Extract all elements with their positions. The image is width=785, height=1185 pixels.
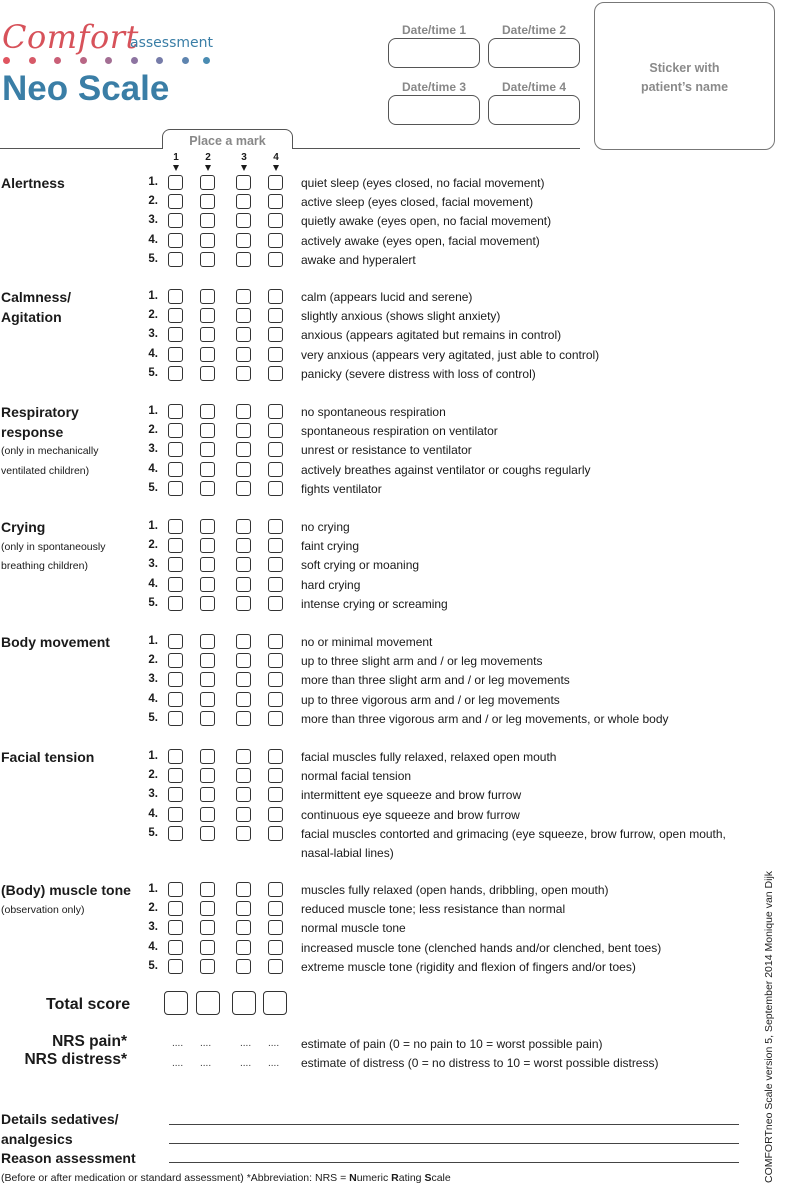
item-description: normal facial tension xyxy=(301,769,412,784)
footnote-s: S xyxy=(424,1172,432,1184)
item-description: very anxious (appears very agitated, just able to control) xyxy=(301,347,600,362)
nrs-distress-value-2[interactable]: .... xyxy=(200,1058,212,1069)
checkbox-crying-4-col-4[interactable] xyxy=(268,577,283,592)
checkbox-respiratory-response-2-col-2[interactable] xyxy=(200,423,215,438)
checkbox-calmness-agitation-2-col-3[interactable] xyxy=(236,308,251,323)
footnote-r: R xyxy=(391,1172,399,1184)
details-sedatives-label-line2: analgesics xyxy=(1,1131,73,1147)
total-score-box-1[interactable] xyxy=(164,991,188,1015)
checkbox-alertness-2-col-2[interactable] xyxy=(200,194,215,209)
checkbox-alertness-2-col-4[interactable] xyxy=(268,194,283,209)
checkbox-alertness-4-col-4[interactable] xyxy=(268,233,283,248)
date-time-1-field[interactable] xyxy=(388,38,480,68)
checkbox-body-muscle-tone-3-col-2[interactable] xyxy=(200,920,215,935)
checkbox-alertness-1-col-3[interactable] xyxy=(236,175,251,190)
category-note: breathing children) xyxy=(1,560,88,572)
category-title-respiratory-response: Respiratory xyxy=(1,404,79,420)
checkbox-crying-1-col-3[interactable] xyxy=(236,519,251,534)
footnote-text: (Before or after medication or standard assessment) *Abbreviation: NRS = xyxy=(1,1172,350,1184)
checkbox-alertness-3-col-3[interactable] xyxy=(236,213,251,228)
checkbox-body-movement-1-col-1[interactable] xyxy=(168,634,183,649)
column-4-arrow-icon xyxy=(273,165,279,171)
date-time-4-field[interactable] xyxy=(488,95,580,125)
row-number: 2. xyxy=(148,654,158,667)
checkbox-body-movement-4-col-1[interactable] xyxy=(168,692,183,707)
item-description: quietly awake (eyes open, no facial movement) xyxy=(301,214,552,229)
checkbox-calmness-agitation-2-col-1[interactable] xyxy=(168,308,183,323)
logo-assessment-word: assessment xyxy=(130,35,213,51)
checkbox-facial-tension-5-col-2[interactable] xyxy=(200,826,215,841)
checkbox-body-muscle-tone-4-col-3[interactable] xyxy=(236,940,251,955)
row-number: 2. xyxy=(148,309,158,322)
item-description: slightly anxious (shows slight anxiety) xyxy=(301,309,501,324)
total-score-box-3[interactable] xyxy=(232,991,256,1015)
row-number: 2. xyxy=(148,195,158,208)
checkbox-alertness-3-col-1[interactable] xyxy=(168,213,183,228)
row-number: 5. xyxy=(148,366,158,379)
checkbox-crying-4-col-1[interactable] xyxy=(168,577,183,592)
item-description: more than three slight arm and / or leg movements xyxy=(301,673,570,688)
nrs-pain-description: estimate of pain (0 = no pain to 10 = worst possible pain) xyxy=(301,1037,603,1051)
row-number: 4. xyxy=(148,807,158,820)
item-description: hard crying xyxy=(301,577,361,592)
header-divider-right xyxy=(292,148,580,149)
category-title-respiratory-response: response xyxy=(1,423,64,440)
logo-dot xyxy=(182,57,189,64)
item-description: muscles fully relaxed (open hands, dribbling, open mouth) xyxy=(301,883,609,897)
footnote-cale: cale xyxy=(431,1172,451,1184)
column-2-arrow-icon xyxy=(205,165,211,171)
checkbox-respiratory-response-2-col-1[interactable] xyxy=(168,423,183,438)
checkbox-body-movement-4-col-4[interactable] xyxy=(268,692,283,707)
item-description: fights ventilator xyxy=(301,481,382,496)
checkbox-body-muscle-tone-2-col-2[interactable] xyxy=(200,901,215,916)
checkbox-crying-5-col-4[interactable] xyxy=(268,596,283,611)
row-number: 3. xyxy=(148,788,158,801)
column-4-label: 4 xyxy=(273,152,279,163)
row-number: 4. xyxy=(148,940,158,953)
checkbox-body-movement-5-col-4[interactable] xyxy=(268,711,283,726)
checkbox-facial-tension-3-col-3[interactable] xyxy=(236,787,251,802)
total-score-label: Total score xyxy=(46,996,131,1013)
item-description: no or minimal movement xyxy=(301,635,433,649)
item-description: soft crying or moaning xyxy=(301,558,420,573)
header-divider-left xyxy=(0,148,163,149)
checkbox-body-muscle-tone-2-col-1[interactable] xyxy=(168,901,183,916)
checkbox-crying-3-col-1[interactable] xyxy=(168,557,183,572)
item-description: more than three vigorous arm and / or leg movements, or whole body xyxy=(301,711,669,726)
checkbox-calmness-agitation-4-col-4[interactable] xyxy=(268,347,283,362)
checkbox-calmness-agitation-4-col-1[interactable] xyxy=(168,347,183,362)
checkbox-calmness-agitation-5-col-3[interactable] xyxy=(236,366,251,381)
checkbox-alertness-5-col-2[interactable] xyxy=(200,252,215,267)
item-description: spontaneous respiration on ventilator xyxy=(301,424,498,439)
row-number: 4. xyxy=(148,462,158,475)
checkbox-respiratory-response-5-col-3[interactable] xyxy=(236,481,251,496)
checkbox-body-movement-3-col-1[interactable] xyxy=(168,672,183,687)
checkbox-body-muscle-tone-5-col-3[interactable] xyxy=(236,959,251,974)
checkbox-crying-2-col-3[interactable] xyxy=(236,538,251,553)
row-number: 3. xyxy=(148,443,158,456)
footnote xyxy=(1,1172,451,1184)
checkbox-alertness-5-col-4[interactable] xyxy=(268,252,283,267)
checkbox-calmness-agitation-4-col-2[interactable] xyxy=(200,347,215,362)
checkbox-body-movement-1-col-3[interactable] xyxy=(236,634,251,649)
patient-sticker-label: Sticker with patient’s name xyxy=(640,61,729,94)
nrs-distress-value-4[interactable]: .... xyxy=(268,1058,280,1069)
row-number: 5. xyxy=(148,711,158,724)
checkbox-respiratory-response-4-col-3[interactable] xyxy=(236,462,251,477)
row-number: 5. xyxy=(148,481,158,494)
checkbox-facial-tension-5-col-3[interactable] xyxy=(236,826,251,841)
checkbox-facial-tension-1-col-1[interactable] xyxy=(168,749,183,764)
category-title-body-movement: Body movement xyxy=(1,634,110,650)
item-description: intense crying or screaming xyxy=(301,596,448,611)
checkbox-respiratory-response-1-col-4[interactable] xyxy=(268,404,283,419)
checkbox-respiratory-response-5-col-1[interactable] xyxy=(168,481,183,496)
checkbox-calmness-agitation-2-col-2[interactable] xyxy=(200,308,215,323)
nrs-distress-description: estimate of distress (0 = no distress to 10 = worst possible distress) xyxy=(301,1056,659,1070)
checkbox-crying-4-col-3[interactable] xyxy=(236,577,251,592)
checkbox-crying-5-col-2[interactable] xyxy=(200,596,215,611)
row-number: 5. xyxy=(148,252,158,265)
row-number: 1. xyxy=(148,635,158,647)
checkbox-facial-tension-3-col-1[interactable] xyxy=(168,787,183,802)
checkbox-crying-3-col-2[interactable] xyxy=(200,557,215,572)
logo-dot xyxy=(54,57,61,64)
checkbox-facial-tension-1-col-3[interactable] xyxy=(236,749,251,764)
checkbox-body-movement-5-col-2[interactable] xyxy=(200,711,215,726)
checkbox-facial-tension-5-col-4[interactable] xyxy=(268,826,283,841)
date-time-2-label: Date/time 2 xyxy=(501,23,567,37)
checkbox-body-movement-2-col-1[interactable] xyxy=(168,653,183,668)
checkbox-facial-tension-1-col-4[interactable] xyxy=(268,749,283,764)
checkbox-respiratory-response-3-col-1[interactable] xyxy=(168,442,183,457)
logo-dot xyxy=(3,57,10,64)
checkbox-facial-tension-1-col-2[interactable] xyxy=(200,749,215,764)
row-number: 2. xyxy=(148,539,158,552)
footnote-ating: ating xyxy=(398,1172,425,1184)
item-description: increased muscle tone (clenched hands and/or clenched, bent toes) xyxy=(301,940,662,955)
item-description: intermittent eye squeeze and brow furrow xyxy=(301,788,522,803)
checkbox-body-movement-4-col-3[interactable] xyxy=(236,692,251,707)
column-1-arrow-icon xyxy=(173,165,179,171)
nrs-pain-value-4[interactable]: .... xyxy=(268,1038,280,1049)
item-description: reduced muscle tone; less resistance than normal xyxy=(301,902,566,917)
nrs-distress-value-3[interactable]: .... xyxy=(240,1058,252,1069)
checkbox-calmness-agitation-1-col-3[interactable] xyxy=(236,289,251,304)
category-title-calmness-agitation: Agitation xyxy=(1,308,62,325)
checkbox-facial-tension-3-col-2[interactable] xyxy=(200,787,215,802)
row-number: 3. xyxy=(148,921,158,934)
checkbox-body-muscle-tone-1-col-2[interactable] xyxy=(200,882,215,897)
checkbox-facial-tension-2-col-2[interactable] xyxy=(200,768,215,783)
nrs-pain-value-2[interactable]: .... xyxy=(200,1038,212,1049)
total-score-box-4[interactable] xyxy=(263,991,287,1015)
category-note: (only in spontaneously xyxy=(1,540,106,553)
logo-dot xyxy=(203,57,210,64)
checkbox-facial-tension-2-col-1[interactable] xyxy=(168,768,183,783)
logo-dot xyxy=(156,57,163,64)
footnote-n: N xyxy=(349,1172,357,1184)
checkbox-alertness-2-col-1[interactable] xyxy=(168,194,183,209)
checkbox-calmness-agitation-5-col-1[interactable] xyxy=(168,366,183,381)
checkbox-facial-tension-4-col-1[interactable] xyxy=(168,807,183,822)
item-description: active sleep (eyes closed, facial movement) xyxy=(301,195,534,210)
checkbox-crying-3-col-4[interactable] xyxy=(268,557,283,572)
row-number: 3. xyxy=(148,558,158,571)
checkbox-crying-4-col-2[interactable] xyxy=(200,577,215,592)
row-number: 4. xyxy=(148,347,158,360)
item-description: actively breathes against ventilator or coughs regularly xyxy=(301,462,591,477)
checkbox-calmness-agitation-4-col-3[interactable] xyxy=(236,347,251,362)
logo-dot-row xyxy=(3,57,215,69)
row-number: 4. xyxy=(148,692,158,705)
checkbox-alertness-4-col-2[interactable] xyxy=(200,233,215,248)
page-title: Neo Scale xyxy=(2,69,170,108)
checkbox-calmness-agitation-2-col-4[interactable] xyxy=(268,308,283,323)
checkbox-body-movement-3-col-3[interactable] xyxy=(236,672,251,687)
item-description: anxious (appears agitated but remains in control) xyxy=(301,328,562,343)
date-time-3-field[interactable] xyxy=(388,95,480,125)
checkbox-body-movement-3-col-4[interactable] xyxy=(268,672,283,687)
checkbox-body-movement-2-col-3[interactable] xyxy=(236,653,251,668)
item-description: extreme muscle tone (rigidity and flexion of fingers and/or toes) xyxy=(301,959,636,974)
row-number: 5. xyxy=(148,596,158,609)
checkbox-body-muscle-tone-5-col-1[interactable] xyxy=(168,959,183,974)
row-number: 1. xyxy=(148,750,158,762)
column-3-label: 3 xyxy=(241,152,247,163)
item-description: up to three slight arm and / or leg movements xyxy=(301,654,543,669)
checkbox-body-muscle-tone-1-col-3[interactable] xyxy=(236,882,251,897)
row-number: 3. xyxy=(148,673,158,686)
checkbox-respiratory-response-3-col-3[interactable] xyxy=(236,442,251,457)
total-score-box-2[interactable] xyxy=(196,991,220,1015)
category-title-body-muscle-tone: (Body) muscle tone xyxy=(1,882,131,898)
category-title-calmness-agitation: Calmness/ xyxy=(1,289,72,305)
checkbox-calmness-agitation-3-col-4[interactable] xyxy=(268,327,283,342)
checkbox-crying-2-col-1[interactable] xyxy=(168,538,183,553)
row-number: 1. xyxy=(148,883,158,895)
item-description: awake and hyperalert xyxy=(301,252,416,267)
checkbox-alertness-1-col-4[interactable] xyxy=(268,175,283,190)
checkbox-crying-1-col-4[interactable] xyxy=(268,519,283,534)
details-sedatives-label-line1: Details sedatives/ xyxy=(1,1111,119,1127)
checkbox-calmness-agitation-3-col-3[interactable] xyxy=(236,327,251,342)
item-description: actively awake (eyes open, facial movement) xyxy=(301,233,540,248)
checkbox-respiratory-response-4-col-4[interactable] xyxy=(268,462,283,477)
checkbox-calmness-agitation-5-col-4[interactable] xyxy=(268,366,283,381)
logo-comfort-word: Comfort xyxy=(2,18,139,56)
checkbox-body-movement-3-col-2[interactable] xyxy=(200,672,215,687)
checkbox-alertness-1-col-1[interactable] xyxy=(168,175,183,190)
item-description: unrest or resistance to ventilator xyxy=(301,443,472,458)
reason-assessment-line[interactable] xyxy=(169,1162,739,1163)
details-sedatives-line-1[interactable] xyxy=(169,1124,739,1125)
category-note: ventilated children) xyxy=(1,464,90,477)
logo-dot xyxy=(131,57,138,64)
checkbox-respiratory-response-1-col-3[interactable] xyxy=(236,404,251,419)
checkbox-crying-1-col-2[interactable] xyxy=(200,519,215,534)
nrs-pain-value-1[interactable]: .... xyxy=(172,1038,184,1049)
checkbox-respiratory-response-1-col-1[interactable] xyxy=(168,404,183,419)
logo-dot xyxy=(29,57,36,64)
item-description: facial muscles contorted and grimacing (eye squeeze, brow furrow, open mouth, xyxy=(301,826,726,841)
checkbox-facial-tension-4-col-4[interactable] xyxy=(268,807,283,822)
reason-assessment-label: Reason assessment xyxy=(1,1150,136,1166)
checkbox-crying-1-col-1[interactable] xyxy=(168,519,183,534)
checkbox-respiratory-response-2-col-3[interactable] xyxy=(236,423,251,438)
checkbox-crying-5-col-1[interactable] xyxy=(168,596,183,611)
row-number: 4. xyxy=(148,233,158,246)
checkbox-alertness-4-col-1[interactable] xyxy=(168,233,183,248)
checkbox-body-movement-2-col-4[interactable] xyxy=(268,653,283,668)
checkbox-respiratory-response-4-col-2[interactable] xyxy=(200,462,215,477)
checkbox-alertness-1-col-2[interactable] xyxy=(200,175,215,190)
category-note: (only in mechanically xyxy=(1,445,99,457)
checkbox-calmness-agitation-1-col-2[interactable] xyxy=(200,289,215,304)
checkbox-facial-tension-2-col-4[interactable] xyxy=(268,768,283,783)
checkbox-respiratory-response-2-col-4[interactable] xyxy=(268,423,283,438)
checkbox-alertness-4-col-3[interactable] xyxy=(236,233,251,248)
item-description: up to three vigorous arm and / or leg movements xyxy=(301,692,560,707)
category-title-facial-tension: Facial tension xyxy=(1,749,95,765)
checkbox-alertness-5-col-3[interactable] xyxy=(236,252,251,267)
row-number: 1. xyxy=(148,520,158,532)
checkbox-crying-3-col-3[interactable] xyxy=(236,557,251,572)
category-title-crying: Crying xyxy=(1,519,46,535)
item-description: continuous eye squeeze and brow furrow xyxy=(301,807,520,822)
details-sedatives-line-2[interactable] xyxy=(169,1143,739,1144)
date-time-2-field[interactable] xyxy=(488,38,580,68)
checkbox-calmness-agitation-5-col-2[interactable] xyxy=(200,366,215,381)
category-title-alertness: Alertness xyxy=(1,175,65,191)
row-number: 5. xyxy=(148,959,158,972)
checkbox-body-muscle-tone-5-col-2[interactable] xyxy=(200,959,215,974)
checkbox-calmness-agitation-3-col-2[interactable] xyxy=(200,327,215,342)
checkbox-calmness-agitation-3-col-1[interactable] xyxy=(168,327,183,342)
item-description: calm (appears lucid and serene) xyxy=(301,290,473,304)
checkbox-crying-2-col-4[interactable] xyxy=(268,538,283,553)
category-note: (observation only) xyxy=(1,903,85,916)
checkbox-facial-tension-4-col-2[interactable] xyxy=(200,807,215,822)
checkbox-respiratory-response-3-col-2[interactable] xyxy=(200,442,215,457)
checkbox-facial-tension-5-col-1[interactable] xyxy=(168,826,183,841)
row-number: 2. xyxy=(148,424,158,437)
checkbox-crying-5-col-3[interactable] xyxy=(236,596,251,611)
checkbox-alertness-3-col-2[interactable] xyxy=(200,213,215,228)
item-description: quiet sleep (eyes closed, no facial movement) xyxy=(301,176,545,190)
column-3-arrow-icon xyxy=(241,165,247,171)
checkbox-body-muscle-tone-4-col-1[interactable] xyxy=(168,940,183,955)
item-description: no spontaneous respiration xyxy=(301,405,446,419)
row-number: 2. xyxy=(148,902,158,915)
row-number: 3. xyxy=(148,214,158,227)
row-number: 2. xyxy=(148,769,158,782)
checkbox-body-muscle-tone-5-col-4[interactable] xyxy=(268,959,283,974)
version-credit: COMFORTneo Scale version 5, September 2014 Monique van Dijk xyxy=(763,870,775,1183)
checkbox-crying-2-col-2[interactable] xyxy=(200,538,215,553)
checkbox-respiratory-response-1-col-2[interactable] xyxy=(200,404,215,419)
nrs-pain-value-3[interactable]: .... xyxy=(240,1038,252,1049)
column-1-label: 1 xyxy=(173,152,179,163)
row-number: 4. xyxy=(148,577,158,590)
checkbox-body-muscle-tone-3-col-4[interactable] xyxy=(268,920,283,935)
nrs-pain-label: NRS pain* xyxy=(52,1033,127,1050)
checkbox-alertness-2-col-3[interactable] xyxy=(236,194,251,209)
checkbox-body-muscle-tone-4-col-4[interactable] xyxy=(268,940,283,955)
row-number: 1. xyxy=(148,290,158,302)
checkbox-body-muscle-tone-3-col-3[interactable] xyxy=(236,920,251,935)
checkbox-body-muscle-tone-4-col-2[interactable] xyxy=(200,940,215,955)
checkbox-calmness-agitation-1-col-1[interactable] xyxy=(168,289,183,304)
item-description: faint crying xyxy=(301,539,360,554)
place-mark-label: Place a mark xyxy=(189,134,266,148)
checkbox-respiratory-response-5-col-4[interactable] xyxy=(268,481,283,496)
row-number: 1. xyxy=(148,405,158,417)
item-description: facial muscles fully relaxed, relaxed open mouth xyxy=(301,750,557,764)
nrs-distress-value-1[interactable]: .... xyxy=(172,1058,184,1069)
checkbox-body-muscle-tone-2-col-3[interactable] xyxy=(236,901,251,916)
checkbox-respiratory-response-4-col-1[interactable] xyxy=(168,462,183,477)
checkbox-body-muscle-tone-3-col-1[interactable] xyxy=(168,920,183,935)
checkbox-body-muscle-tone-1-col-1[interactable] xyxy=(168,882,183,897)
checkbox-body-muscle-tone-2-col-4[interactable] xyxy=(268,901,283,916)
checkbox-respiratory-response-5-col-2[interactable] xyxy=(200,481,215,496)
date-time-4-label: Date/time 4 xyxy=(501,80,567,94)
logo-dot xyxy=(80,57,87,64)
checkbox-alertness-5-col-1[interactable] xyxy=(168,252,183,267)
date-time-3-label: Date/time 3 xyxy=(401,80,467,94)
checkbox-facial-tension-4-col-3[interactable] xyxy=(236,807,251,822)
item-description: panicky (severe distress with loss of control) xyxy=(301,366,536,381)
nrs-distress-label: NRS distress* xyxy=(24,1051,127,1068)
checkbox-calmness-agitation-1-col-4[interactable] xyxy=(268,289,283,304)
checkbox-body-movement-4-col-2[interactable] xyxy=(200,692,215,707)
row-number: 5. xyxy=(148,826,158,839)
checkbox-facial-tension-2-col-3[interactable] xyxy=(236,768,251,783)
item-description: normal muscle tone xyxy=(301,921,406,936)
checkbox-alertness-3-col-4[interactable] xyxy=(268,213,283,228)
checkbox-respiratory-response-3-col-4[interactable] xyxy=(268,442,283,457)
checkbox-facial-tension-3-col-4[interactable] xyxy=(268,787,283,802)
column-2-label: 2 xyxy=(205,152,211,163)
checkbox-body-movement-2-col-2[interactable] xyxy=(200,653,215,668)
checkbox-body-movement-5-col-1[interactable] xyxy=(168,711,183,726)
checkbox-body-movement-5-col-3[interactable] xyxy=(236,711,251,726)
item-description-continued: nasal-labial lines) xyxy=(301,846,394,860)
date-time-1-label: Date/time 1 xyxy=(401,23,467,37)
checkbox-body-movement-1-col-4[interactable] xyxy=(268,634,283,649)
footnote-umeric: umeric xyxy=(356,1172,392,1184)
checkbox-body-muscle-tone-1-col-4[interactable] xyxy=(268,882,283,897)
row-number: 1. xyxy=(148,176,158,188)
checkbox-body-movement-1-col-2[interactable] xyxy=(200,634,215,649)
row-number: 3. xyxy=(148,328,158,341)
item-description: no crying xyxy=(301,520,350,534)
logo-dot xyxy=(105,57,112,64)
